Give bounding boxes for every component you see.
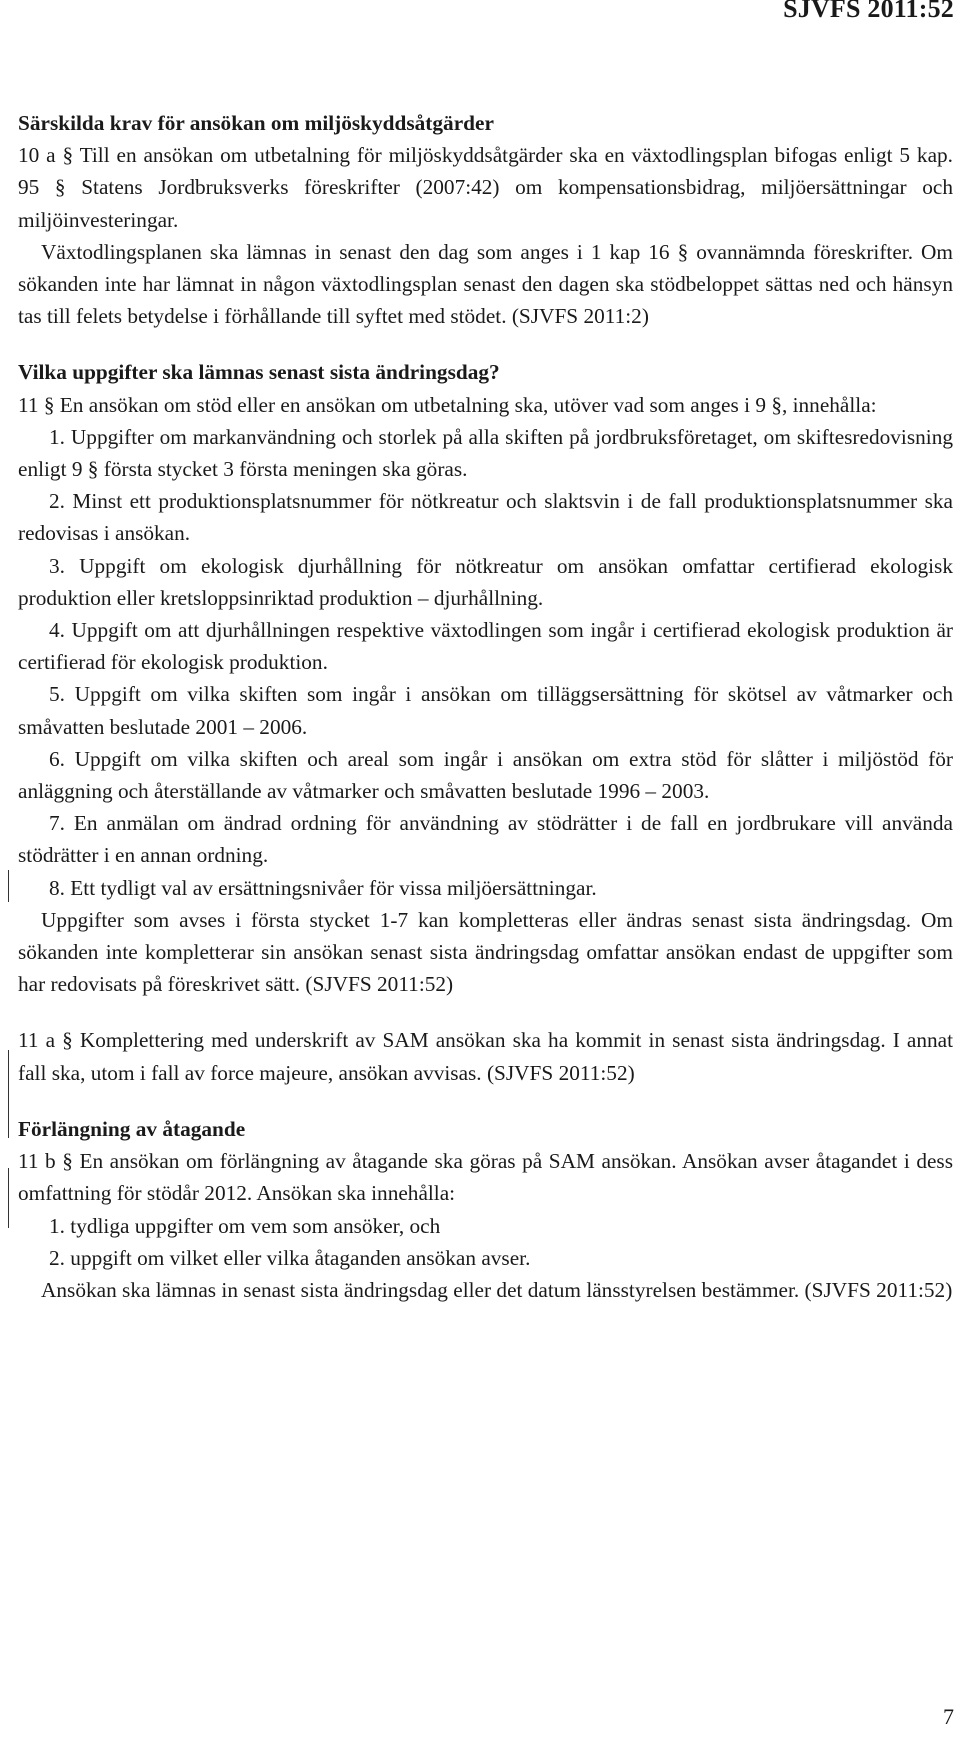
paragraph-11a: 11 a § Komplettering med underskrift av SAM ansökan ska ha kommit in senast sista ändringsdag. I annat fall ska, utom i fall av force majeure, ansökan avvisas. (SJVFS 2011:52) [18, 1028, 953, 1085]
section-heading-forlangning: Förlängning av åtagande [18, 1116, 246, 1141]
list-item-b2: 2. uppgift om vilket eller vilka åtaganden ansökan avser. [49, 1245, 531, 1270]
page-number: 7 [943, 1704, 954, 1729]
list-item-8: 8. Ett tydligt val av ersättningsnivåer för vissa miljöersättningar. [49, 875, 597, 900]
list-item-5: 5. Uppgift om vilka skiften som ingår i ansökan om tilläggsersättning för skötsel av våtmarker och småvatten beslutade 2001 – 2006. [18, 682, 953, 739]
document-id-header: SJVFS 2011:52 [783, 0, 954, 23]
change-bar [8, 1050, 9, 1138]
list-item-6: 6. Uppgift om vilka skiften och areal som ingår i ansökan om extra stöd för slåtter i miljöstöd för anläggning och återställande av våtmarker och småvatten beslutade 1996 – 2003. [18, 746, 953, 804]
section-heading-uppgifter: Vilka uppgifter ska lämnas senast sista ändringsdag? [18, 360, 500, 385]
list-item-b1: 1. tydliga uppgifter om vem som ansöker, och [49, 1213, 441, 1238]
spacer [18, 1089, 953, 1113]
spacer [18, 332, 953, 356]
list-item-7: 7. En anmälan om ändrad ordning för användning av stödrätter i de fall en jordbrukare vill använda stödrätter i en annan ordning. [18, 811, 953, 868]
paragraph-11b-closing: Ansökan ska lämnas in senast sista ändringsdag eller det datum länsstyrelsen bestämmer. (SJVFS 2011:52) [41, 1277, 953, 1302]
paragraph-11b-intro: 11 b § En ansökan om förlängning av åtagande ska göras på SAM ansökan. Ansökan avser åtagandet i dess omfattning för stödår 2012. Ansökan ska innehålla: [18, 1149, 953, 1206]
change-bar [8, 870, 9, 902]
list-item-3: 3. Uppgift om ekologisk djurhållning för nötkreatur om ansökan omfattar certifierad ekologisk produktion eller kretsloppsinriktad produktion – djurhållning. [18, 553, 953, 610]
paragraph-10a: 10 a § Till en ansökan om utbetalning för miljöskyddsåtgärder ska en växtodlingsplan bifogas enligt 5 kap. 95 § Statens Jordbruksverks föreskrifter (2007:42) om kompensationsbidrag, miljöersättningar och miljöinvesteringar. [18, 143, 953, 232]
spacer [18, 1000, 953, 1024]
list-item-4: 4. Uppgift om att djurhållningen respektive växtodlingen som ingår i certifierad ekologisk produktion är certifierad för ekologisk produktion. [18, 618, 953, 675]
change-bar [8, 1168, 9, 1228]
list-item-1: 1. Uppgifter om markanvändning och storlek på alla skiften på jordbruksföretaget, om skiftesredovisning enligt 9 § första stycket 3 första meningen ska göras. [18, 424, 953, 482]
list-item-2: 2. Minst ett produktionsplatsnummer för nötkreatur och slaktsvin i de fall produktionsplatsnummer ska redovisas i ansökan. [18, 489, 953, 546]
section-heading-miljoskydd: Särskilda krav för ansökan om miljöskyddsåtgärder [18, 111, 494, 135]
document-body [18, 107, 953, 1306]
paragraph-vaxtodlingsplan: Växtodlingsplanen ska lämnas in senast den dag som anges i 1 kap 16 § ovannämnda föreskrifter. Om sökanden inte har lämnat in någon växtodlingsplan senast den dagen ska stödbeloppet sättas ned och hänsyn tas till felets betydelse i förhållande till syftet med stödet. (SJVFS 2011:2) [18, 239, 953, 329]
paragraph-11-intro: 11 § En ansökan om stöd eller en ansökan om utbetalning ska, utöver vad som anges i 9 §, innehålla: [18, 392, 877, 417]
paragraph-11-closing: Uppgifter som avses i första stycket 1-7 kan kompletteras eller ändras senast sista ändringsdag. Om sökanden inte kompletterar sin ansökan senast sista ändringsdag omfattar ansökan endast de uppgifter som har redovisats på föreskrivet sätt. (SJVFS 2011:52) [18, 907, 953, 997]
